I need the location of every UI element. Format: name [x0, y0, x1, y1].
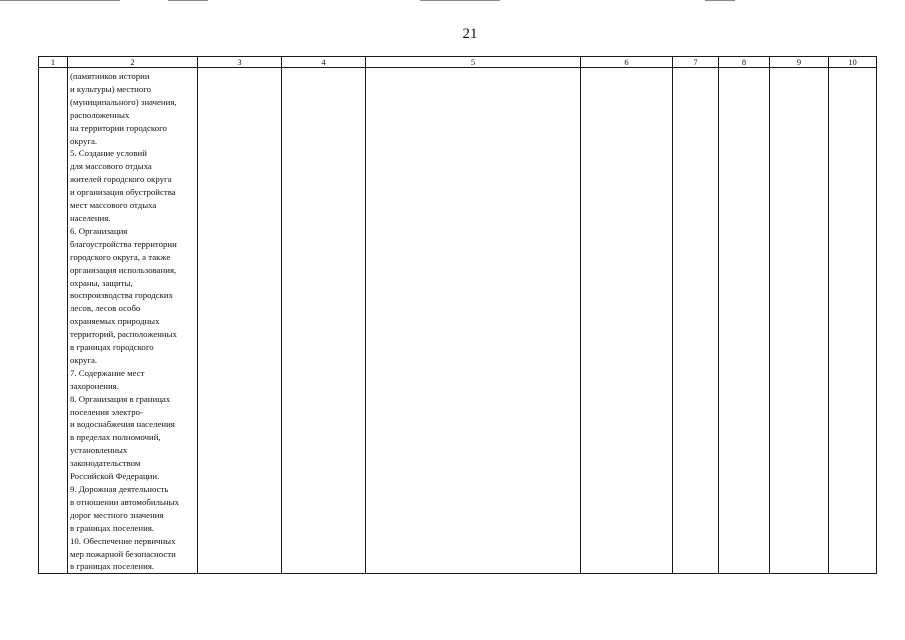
text-line: в пределах полномочий,: [70, 432, 161, 443]
table-cell-col1: [39, 68, 68, 574]
text-line: и организация обустройства: [70, 187, 176, 198]
text-line: 10. Обеспечение первичных: [70, 535, 176, 546]
table-cell-col4: [282, 68, 366, 574]
text-line: жителей городского округа: [70, 174, 172, 185]
table-cell-col9: [770, 68, 829, 574]
text-line: законодательством: [70, 458, 141, 469]
table-cell-col2: [68, 68, 198, 574]
scan-artifact-top: [420, 0, 500, 1]
text-line: 7. Содержание мест: [70, 367, 145, 378]
column-header-6: 6: [581, 57, 673, 68]
text-line: 8. Организация в границах: [70, 393, 171, 404]
text-line: территорий, расположенных: [70, 329, 177, 340]
text-line: Российской Федерации.: [70, 471, 160, 482]
text-line: воспроизводства городских: [70, 290, 173, 301]
text-line: 9. Дорожная деятельность: [70, 484, 169, 494]
text-line: в отношении автомобильных: [70, 496, 179, 507]
text-line: охраняемых природных: [70, 316, 160, 327]
column-header-5: 5: [366, 57, 581, 68]
table-cell-col6: [581, 68, 673, 574]
table-cell-col7: [673, 68, 719, 574]
text-line: захоронения.: [70, 380, 119, 391]
text-line: благоустройства территории: [70, 238, 177, 249]
text-line: населения.: [70, 212, 111, 223]
column-header-3: 3: [198, 57, 282, 68]
column-header-7: 7: [673, 57, 719, 68]
text-line: охраны, защиты,: [70, 277, 133, 288]
scan-artifact-top: [0, 0, 120, 1]
text-line: поселения электро-: [70, 406, 143, 417]
text-line: мест массового отдыха: [70, 200, 157, 211]
text-line: лесов, лесов особо: [70, 303, 141, 314]
table-cell-col10: [829, 68, 877, 574]
text-line: 5. Создание условий: [70, 148, 147, 159]
text-line: дорог местного значения: [70, 509, 164, 520]
text-line: (муниципального) значения,: [70, 96, 177, 107]
scan-artifact-top: [705, 0, 735, 1]
table-cell-col8: [719, 68, 770, 574]
table-row: [39, 68, 877, 574]
scan-artifact-top: [168, 0, 208, 1]
text-line: на территории городского: [70, 122, 167, 133]
column-header-9: 9: [770, 57, 829, 68]
text-line: установленных: [70, 445, 128, 456]
text-line: мер пожарной безопасности: [70, 548, 176, 559]
data-table: [38, 56, 877, 574]
text-line: 6. Организация: [70, 225, 128, 236]
text-line: организация использования,: [70, 264, 177, 275]
column-header-4: 4: [282, 57, 366, 68]
column-header-8: 8: [719, 57, 770, 68]
text-line: в границах поселения.: [70, 561, 155, 572]
column-header-1: 1: [39, 57, 68, 68]
column-header-2: 2: [68, 57, 198, 68]
text-line: округа.: [70, 354, 98, 365]
text-line: (памятников истории: [70, 71, 150, 81]
text-line: округа.: [70, 135, 98, 146]
page-number: 21: [462, 26, 478, 42]
text-line: в границах городского: [70, 342, 154, 353]
text-line: городского округа, а также: [70, 251, 171, 262]
column-header-10: 10: [829, 57, 877, 68]
text-line: расположенных: [70, 109, 130, 120]
text-line: для массового отдыха: [70, 161, 152, 172]
table-header-row: [39, 57, 877, 68]
text-line: и культуры) местного: [70, 83, 152, 94]
table-cell-col5: [366, 68, 581, 574]
text-line: в границах поселения.: [70, 522, 155, 533]
text-line: и водоснабжения населения: [70, 419, 175, 430]
table-cell-col3: [198, 68, 282, 574]
